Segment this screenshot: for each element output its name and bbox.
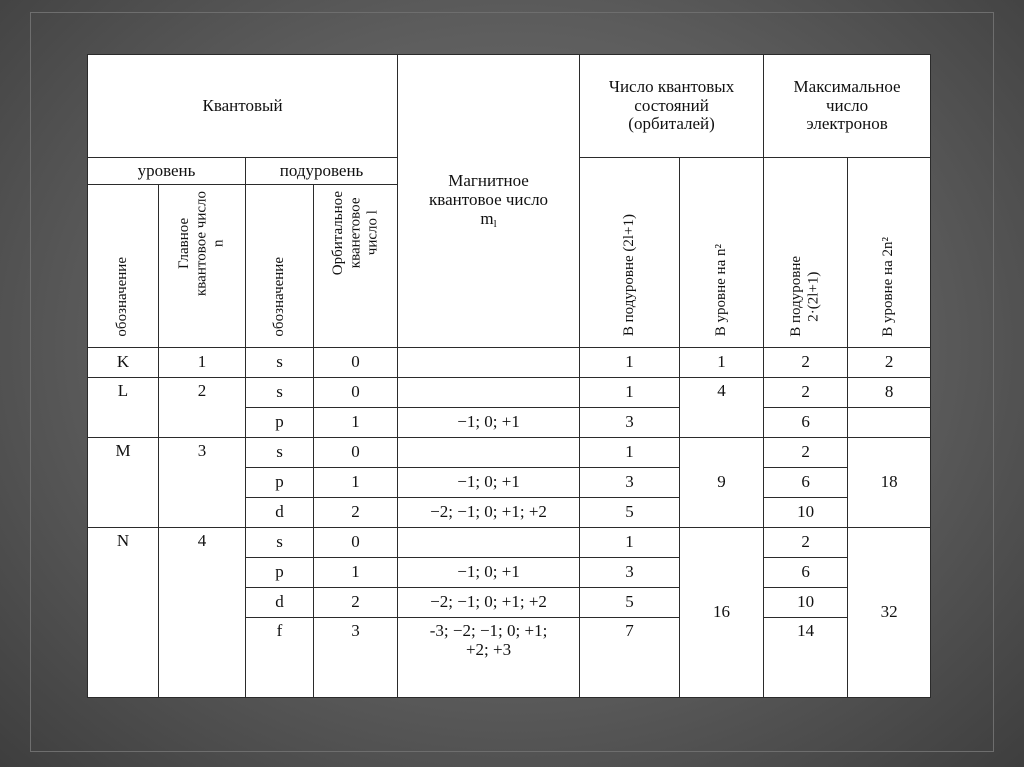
l-cell: 0 [314,348,398,378]
electrons-level-cell: 18 [848,438,931,528]
magnetic-subscript: l [493,217,497,230]
n-cell: 2 [159,378,246,438]
table-container [87,54,930,697]
states-sublevel-cell: 5 [580,588,680,618]
header-in-sublevel-electrons [764,158,848,348]
states-level-cell: 4 [680,378,764,438]
electrons-sublevel-cell: 2 [764,438,848,468]
table-row [88,528,931,558]
electrons-level-cell [848,408,931,438]
states-sublevel-cell: 1 [580,348,680,378]
states-sublevel-cell: 3 [580,468,680,498]
electrons-level-cell: 2 [848,348,931,378]
header-in-level-electrons [848,158,931,348]
sublevel-cell: p [246,468,314,498]
states-sublevel-cell: 5 [580,498,680,528]
in-sublevel-states-label: В подуровне (2l+1) [620,214,637,337]
sublevel-designation-label: обозначение [270,256,287,337]
header-level-designation [88,185,159,348]
electrons-sublevel-cell: 6 [764,408,848,438]
sublevel-cell: f [246,618,314,698]
l-cell: 1 [314,468,398,498]
states-level-cell: 1 [680,348,764,378]
l-cell: 1 [314,408,398,438]
ml-cell: -3; −2; −1; 0; +1; +2; +3 [398,618,580,698]
electrons-level-cell: 32 [848,528,931,698]
header-kvantovy: Квантовый [88,55,398,158]
magnetic-symbol: m [480,208,494,228]
header-row-1 [88,55,931,158]
header-orbital-quantum-number [314,185,398,348]
states-sublevel-cell: 1 [580,438,680,468]
ml-cell [398,378,580,408]
n-cell: 1 [159,348,246,378]
header-in-sublevel-states [580,158,680,348]
sublevel-cell: s [246,378,314,408]
l-cell: 2 [314,498,398,528]
l-cell: 2 [314,588,398,618]
header-sublevel-designation [246,185,314,348]
header-main-quantum-number [159,185,246,348]
electrons-sublevel-cell: 6 [764,558,848,588]
n-cell: 4 [159,528,246,698]
header-magnetic-quantum-number [398,55,580,348]
ml-cell: −1; 0; +1 [398,558,580,588]
ml-cell: −1; 0; +1 [398,408,580,438]
table-row [88,438,931,468]
l-cell: 0 [314,528,398,558]
ml-cell: −2; −1; 0; +1; +2 [398,588,580,618]
ml-cell [398,528,580,558]
ml-cell [398,438,580,468]
electrons-sublevel-cell: 10 [764,498,848,528]
states-sublevel-cell: 7 [580,618,680,698]
states-level-cell: 16 [680,528,764,698]
level-cell: L [88,378,159,438]
states-sublevel-cell: 1 [580,528,680,558]
l-cell: 0 [314,378,398,408]
header-uroven: уровень [88,158,246,185]
l-cell: 1 [314,558,398,588]
orbital-qn-label: Орбитальное кванетовое число l [329,191,381,276]
header-num-states: Число квантовых состояний (орбиталей) [580,55,764,158]
sublevel-cell: s [246,348,314,378]
in-sublevel-electrons-label: В подуровне 2·(2l+1) [788,255,822,337]
header-max-electrons: Максимальное число электронов [764,55,931,158]
electrons-level-cell: 8 [848,378,931,408]
magnetic-line2: квантовое число [429,189,549,209]
ml-cell: −2; −1; 0; +1; +2 [398,498,580,528]
table-row [88,378,931,408]
states-sublevel-cell: 3 [580,558,680,588]
sublevel-cell: d [246,498,314,528]
level-designation-label: обозначение [114,256,131,337]
states-level-cell: 9 [680,438,764,528]
ml-cell: −1; 0; +1 [398,468,580,498]
electrons-sublevel-cell: 2 [764,528,848,558]
quantum-numbers-table [87,54,931,698]
l-cell: 0 [314,438,398,468]
header-in-level-states [680,158,764,348]
magnetic-line1: Магнитное [448,171,529,191]
ml-cell [398,348,580,378]
level-cell: M [88,438,159,528]
electrons-sublevel-cell: 2 [764,348,848,378]
level-cell: N [88,528,159,698]
electrons-sublevel-cell: 10 [764,588,848,618]
states-sublevel-cell: 1 [580,378,680,408]
main-qn-label: Главное квантовое число n [176,191,227,296]
electrons-sublevel-cell: 2 [764,378,848,408]
sublevel-cell: d [246,588,314,618]
n-cell: 3 [159,438,246,528]
electrons-sublevel-cell: 6 [764,468,848,498]
table-row [88,348,931,378]
level-cell: K [88,348,159,378]
sublevel-cell: s [246,528,314,558]
header-podurovnen: подуровень [246,158,398,185]
l-cell: 3 [314,618,398,698]
in-level-electrons-label: В уровне на 2n² [880,236,897,337]
states-sublevel-cell: 3 [580,408,680,438]
electrons-sublevel-cell: 14 [764,618,848,698]
in-level-states-label: В уровне на n² [712,244,729,337]
sublevel-cell: s [246,438,314,468]
sublevel-cell: p [246,558,314,588]
sublevel-cell: p [246,408,314,438]
